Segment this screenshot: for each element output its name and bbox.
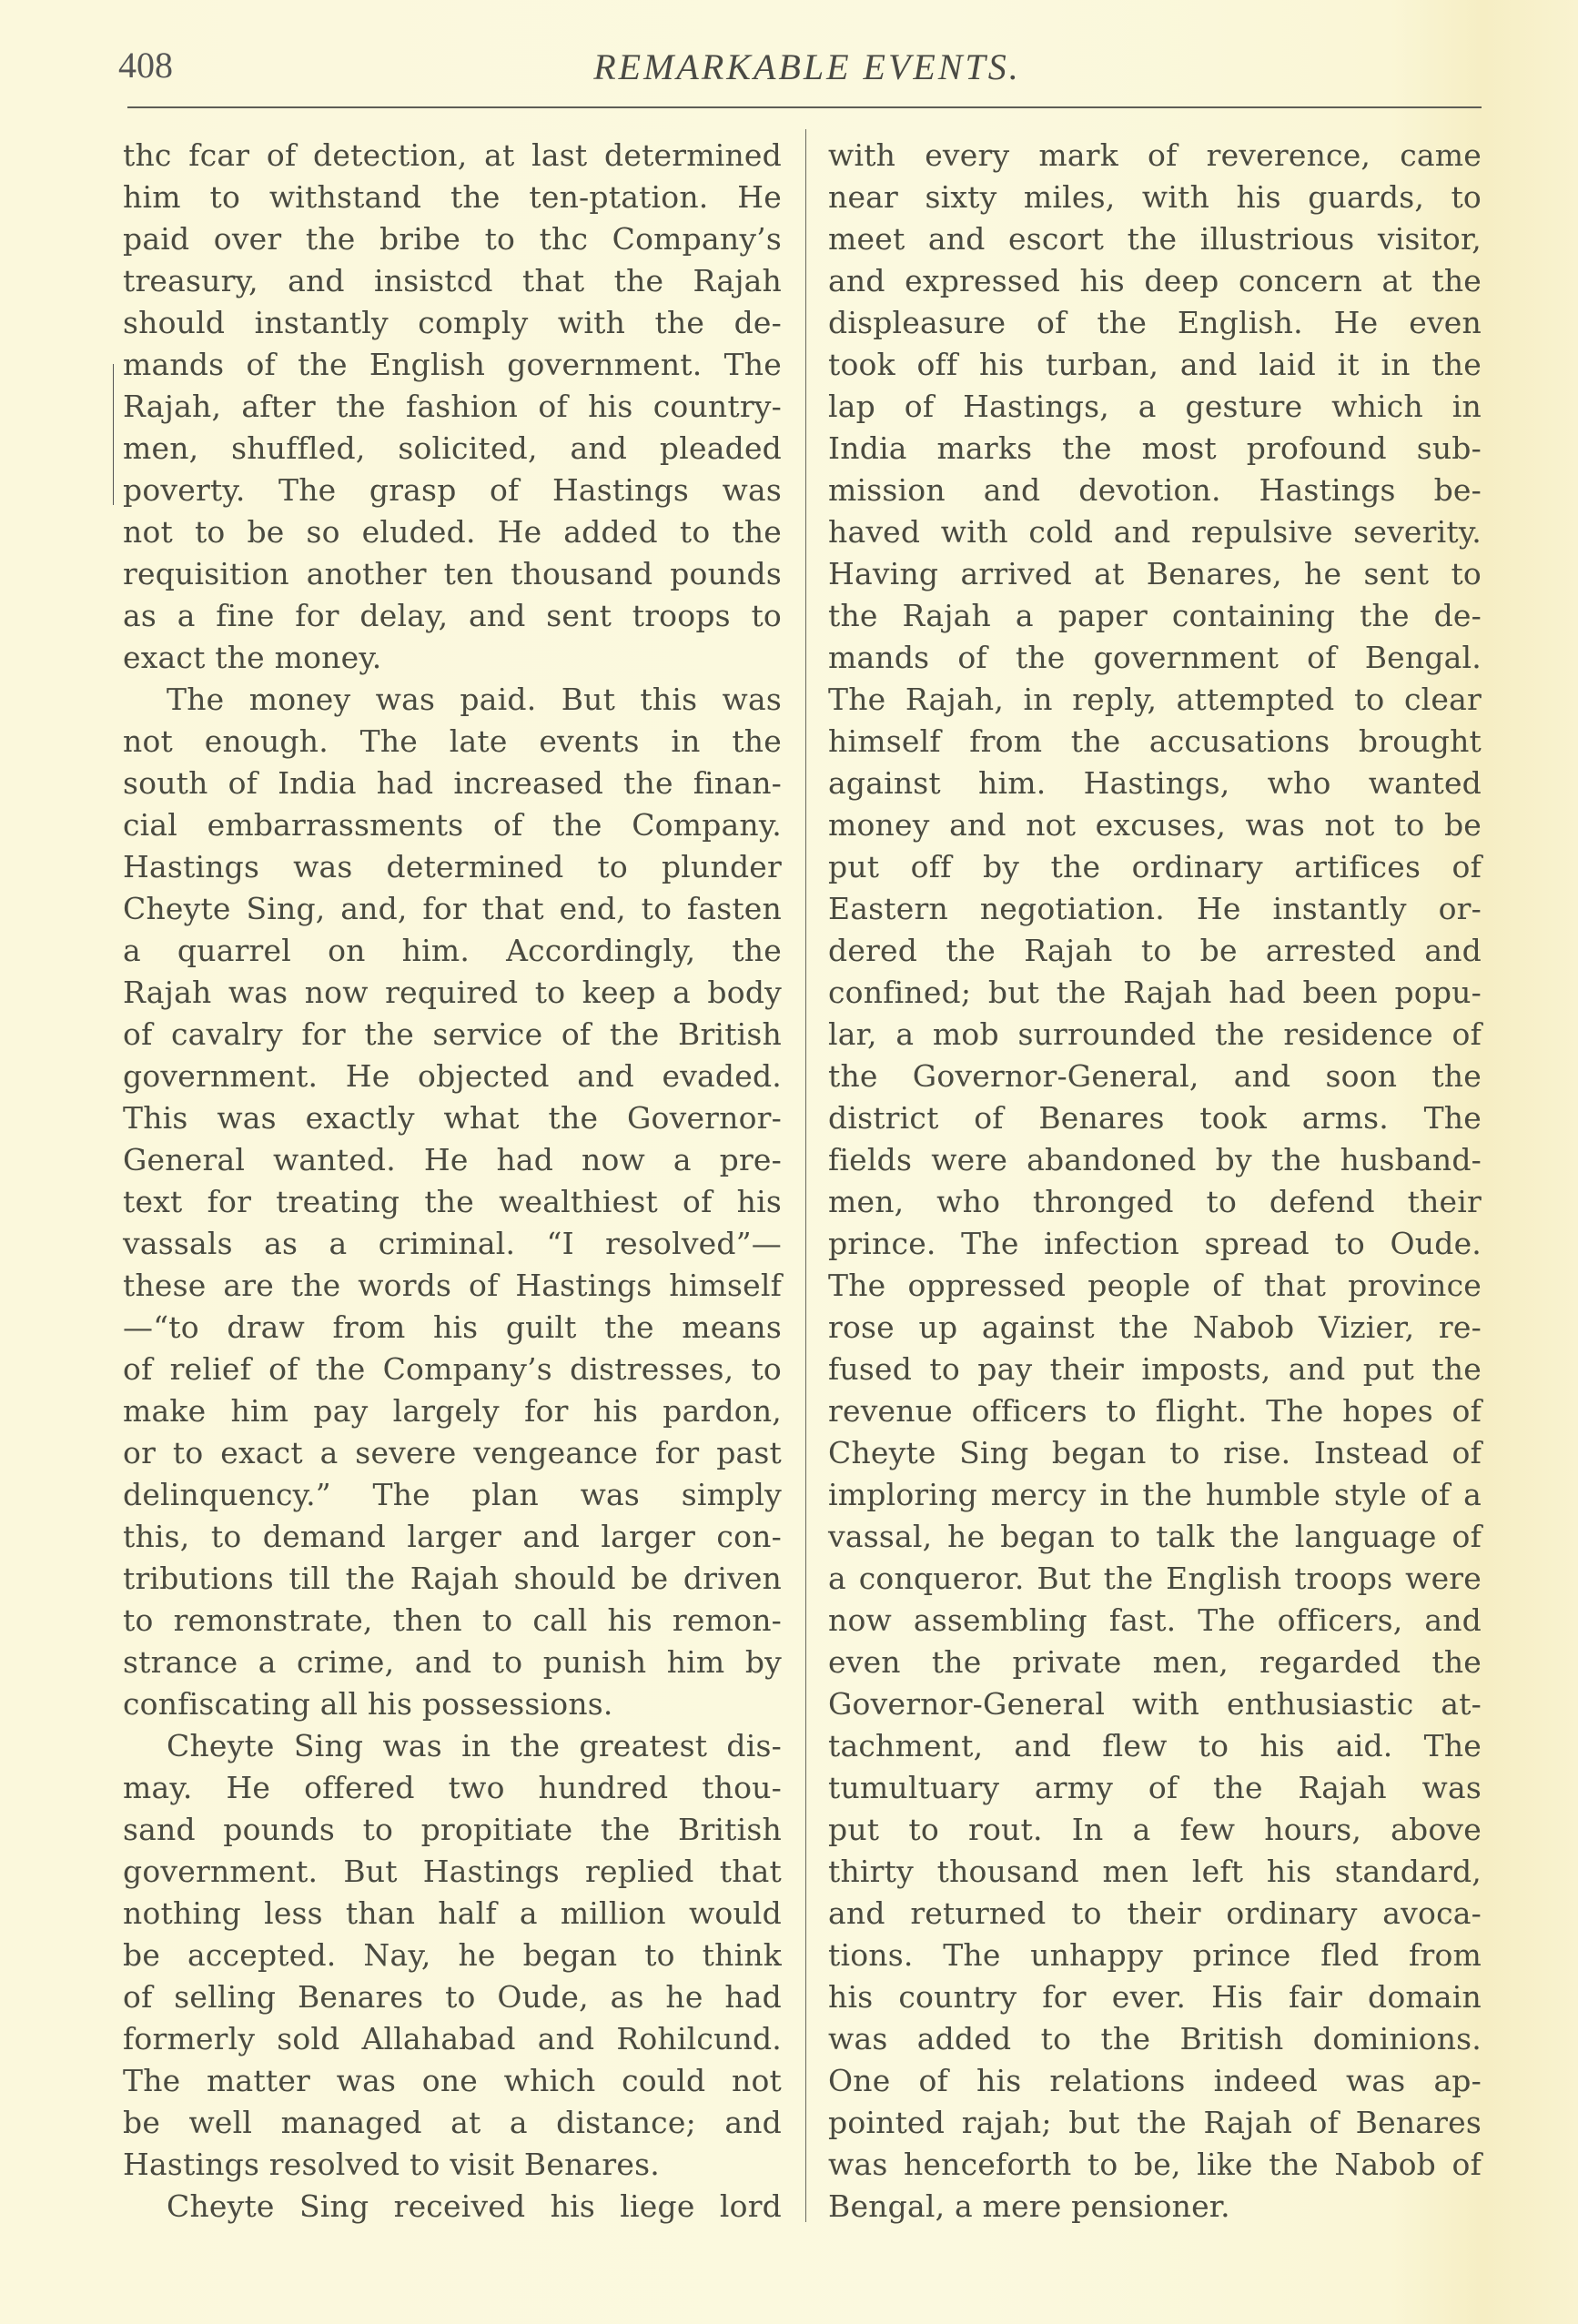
text-line: and returned to their ordinary avoca- (828, 1895, 1482, 1931)
text-line: nothing less than half a million would (123, 1895, 782, 1931)
text-line: mands of the government of Bengal. (828, 640, 1482, 675)
text-line: with every mark of reverence, came (828, 137, 1482, 173)
text-line: as a fine for delay, and sent troops to (123, 598, 782, 633)
text-line: The money was paid. But this was (167, 682, 782, 717)
header-rule (127, 106, 1482, 108)
text-line: be accepted. Nay, he began to think (123, 1937, 782, 1973)
text-line: tions. The unhappy prince fled from (828, 1937, 1482, 1973)
text-line: treasury, and insistcd that the Rajah (123, 263, 782, 298)
text-line: the Rajah a paper containing the de- (828, 598, 1482, 633)
column-divider (805, 129, 806, 2222)
text-line: was henceforth to be, like the Nabob of (828, 2147, 1482, 2182)
text-line: confined; but the Rajah had been popu- (828, 975, 1482, 1010)
text-line: himself from the accusations brought (828, 723, 1482, 759)
text-line: cial embarrassments of the Company. (123, 807, 782, 843)
text-line: General wanted. He had now a pre- (123, 1142, 782, 1177)
text-line: India marks the most profound sub- (828, 430, 1482, 466)
text-line: Bengal, a mere pensioner. (828, 2188, 1230, 2224)
text-line: Governor-General with enthusiastic at- (828, 1686, 1482, 1722)
text-line: Rajah was now required to keep a body (123, 975, 782, 1010)
text-line: him to withstand the ten-ptation. He (123, 179, 782, 215)
text-line: meet and escort the illustrious visitor, (828, 221, 1482, 257)
text-line: make him pay largely for his pardon, (123, 1393, 782, 1429)
text-line: pointed rajah; but the Rajah of Benares (828, 2105, 1482, 2140)
text-line: sand pounds to propitiate the British (123, 1812, 782, 1847)
text-line: now assembling fast. The officers, and (828, 1602, 1482, 1638)
text-line: district of Benares took arms. The (828, 1100, 1482, 1136)
text-line: The Rajah, in reply, attempted to clear (828, 682, 1482, 717)
text-line: This was exactly what the Governor- (123, 1100, 782, 1136)
text-line: The oppressed people of that province (828, 1268, 1482, 1303)
text-line: strance a crime, and to punish him by (123, 1644, 782, 1680)
text-line: revenue officers to flight. The hopes of (828, 1393, 1482, 1429)
text-line: imploring mercy in the humble style of a (828, 1477, 1482, 1512)
text-line: paid over the bribe to thc Company’s (123, 221, 782, 257)
text-line: of relief of the Company’s distresses, to (123, 1351, 782, 1387)
text-line: to remonstrate, then to call his remon- (123, 1602, 782, 1638)
text-line: exact the money. (123, 640, 382, 675)
text-line: may. He offered two hundred thou- (123, 1770, 782, 1805)
page-number: 408 (118, 45, 173, 86)
text-line: —“to draw from his guilt the means (123, 1309, 782, 1345)
text-line: Cheyte Sing, and, for that end, to fasten (123, 891, 782, 926)
running-title: REMARKABLE EVENTS. (593, 46, 1021, 87)
text-line: or to exact a severe vengeance for past (123, 1435, 782, 1470)
text-line: vassals as a criminal. “I resolved”— (123, 1226, 782, 1261)
text-line: thirty thousand men left his standard, (828, 1854, 1482, 1889)
text-line: these are the words of Hastings himself (123, 1268, 782, 1303)
text-line: Cheyte Sing began to rise. Instead of (828, 1435, 1482, 1470)
text-line: money and not excuses, was not to be (828, 807, 1482, 843)
text-line: of selling Benares to Oude, as he had (123, 1979, 782, 2015)
margin-mark (113, 364, 114, 505)
text-line: tumultuary army of the Rajah was (828, 1770, 1482, 1805)
text-line: Rajah, after the fashion of his country- (123, 389, 782, 424)
text-line: thc fcar of detection, at last determined (123, 137, 782, 173)
text-line: a quarrel on him. Accordingly, the (123, 933, 782, 968)
text-line: tachment, and flew to his aid. The (828, 1728, 1482, 1763)
text-line: put to rout. In a few hours, above (828, 1812, 1482, 1847)
text-line: Hastings resolved to visit Benares. (123, 2147, 660, 2182)
text-line: his country for ever. His fair domain (828, 1979, 1482, 2015)
text-line: south of India had increased the finan- (123, 765, 782, 801)
text-line: even the private men, regarded the (828, 1644, 1482, 1680)
text-line: rose up against the Nabob Vizier, re- (828, 1309, 1482, 1345)
text-line: delinquency.” The plan was simply (123, 1477, 782, 1512)
text-line: vassal, he began to talk the language of (828, 1519, 1482, 1554)
text-line: displeasure of the English. He even (828, 305, 1482, 340)
text-line: poverty. The grasp of Hastings was (123, 472, 782, 508)
text-line: mands of the English government. The (123, 347, 782, 382)
left-column (123, 135, 782, 2228)
text-line: a conqueror. But the English troops were (828, 1561, 1482, 1596)
text-line: men, shuffled, solicited, and pleaded (123, 430, 782, 466)
text-line: requisition another ten thousand pounds (123, 556, 782, 591)
right-column (828, 135, 1482, 2228)
text-line: Cheyte Sing was in the greatest dis- (167, 1728, 782, 1763)
text-line: be well managed at a distance; and (123, 2105, 782, 2140)
text-line: Hastings was determined to plunder (123, 849, 782, 884)
text-line: was added to the British dominions. (828, 2021, 1482, 2056)
text-line: lap of Hastings, a gesture which in (828, 389, 1482, 424)
text-line: One of his relations indeed was ap- (828, 2063, 1482, 2098)
text-line: near sixty miles, with his guards, to (828, 179, 1482, 215)
text-line: Eastern negotiation. He instantly or- (828, 891, 1482, 926)
text-line: government. He objected and evaded. (123, 1058, 782, 1094)
text-line: dered the Rajah to be arrested and (828, 933, 1482, 968)
text-line: lar, a mob surrounded the residence of (828, 1016, 1482, 1052)
text-line: put off by the ordinary artifices of (828, 849, 1482, 884)
text-line: haved with cold and repulsive severity. (828, 514, 1482, 550)
text-line: against him. Hastings, who wanted (828, 765, 1482, 801)
text-line: not enough. The late events in the (123, 723, 782, 759)
text-line: prince. The infection spread to Oude. (828, 1226, 1482, 1261)
text-line: The matter was one which could not (123, 2063, 782, 2098)
text-line: should instantly comply with the de- (123, 305, 782, 340)
text-line: Cheyte Sing received his liege lord (167, 2188, 782, 2224)
text-line: the Governor-General, and soon the (828, 1058, 1482, 1094)
text-line: tributions till the Rajah should be driven (123, 1561, 782, 1596)
text-line: men, who thronged to defend their (828, 1184, 1482, 1219)
text-line: formerly sold Allahabad and Rohilcund. (123, 2021, 782, 2056)
text-line: not to be so eluded. He added to the (123, 514, 782, 550)
text-line: text for treating the wealthiest of his (123, 1184, 782, 1219)
text-line: took off his turban, and laid it in the (828, 347, 1482, 382)
text-line: Having arrived at Benares, he sent to (828, 556, 1482, 591)
text-line: mission and devotion. Hastings be- (828, 472, 1482, 508)
text-line: and expressed his deep concern at the (828, 263, 1482, 298)
text-line: this, to demand larger and larger con- (123, 1519, 782, 1554)
text-line: confiscating all his possessions. (123, 1686, 613, 1722)
text-line: fields were abandoned by the husband- (828, 1142, 1482, 1177)
text-line: of cavalry for the service of the British (123, 1016, 782, 1052)
text-line: fused to pay their imposts, and put the (828, 1351, 1482, 1387)
text-line: government. But Hastings replied that (123, 1854, 782, 1889)
